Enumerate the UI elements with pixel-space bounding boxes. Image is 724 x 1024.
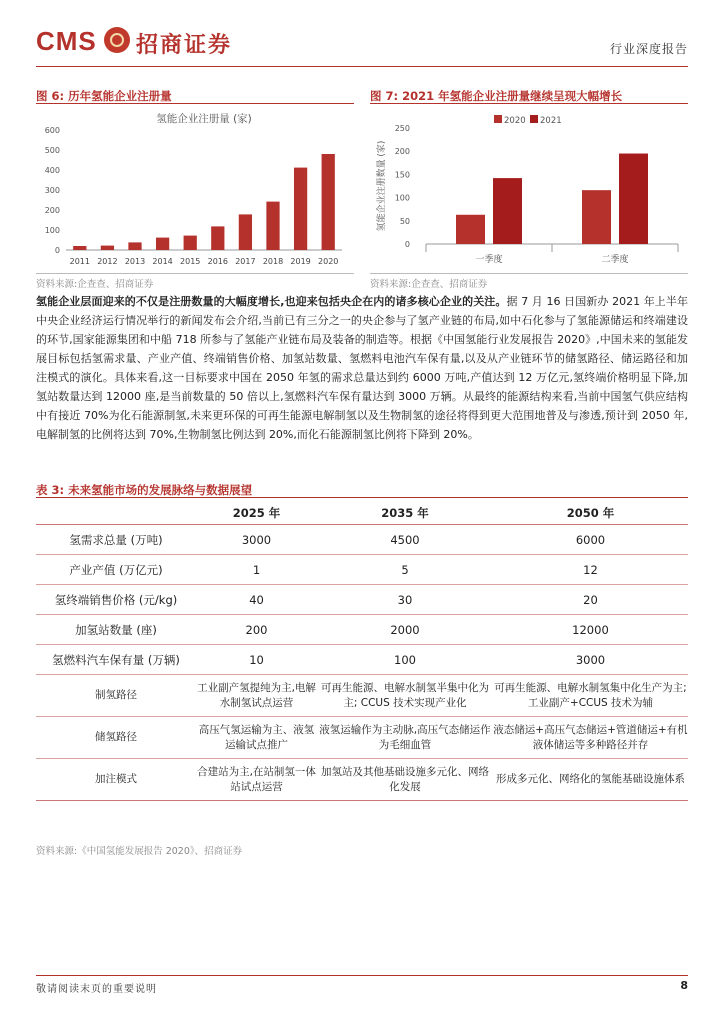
table-cell: 12000 — [493, 615, 688, 645]
x-tick-label: 2017 — [235, 257, 256, 266]
x-tick-label: 2019 — [290, 257, 311, 266]
table-cell: 3000 — [493, 645, 688, 675]
table3-title-divider — [36, 497, 688, 498]
table-row — [36, 525, 688, 555]
table-cell: 4500 — [317, 525, 493, 555]
fig7-title: 图 7: 2021 年氢能企业注册量继续呈现大幅增长 — [370, 89, 623, 103]
fig6-title: 图 6: 历年氢能企业注册量 — [36, 89, 172, 103]
table-header-cell: 2050 年 — [493, 502, 688, 525]
y-tick-label: 500 — [44, 146, 60, 155]
report-type: 行业深度报告 — [609, 42, 688, 56]
table-cell: 高压气氢运输为主、液氢运输试点推广 — [196, 717, 317, 759]
table-row — [36, 717, 688, 759]
bar — [101, 246, 114, 250]
bar-2021 — [619, 154, 648, 244]
fig7-source-divider — [370, 273, 688, 274]
bar — [211, 226, 224, 250]
table3-title: 表 3: 未来氢能市场的发展脉络与数据展望 — [36, 483, 253, 497]
table-cell: 12 — [493, 555, 688, 585]
table-cell: 6000 — [493, 525, 688, 555]
logo-icon — [104, 27, 130, 53]
legend-swatch — [530, 115, 538, 123]
y-tick-label: 50 — [399, 216, 410, 226]
table-row — [36, 585, 688, 615]
table-cell: 液氢运输作为主动脉,高压气态储运作为毛细血管 — [317, 717, 493, 759]
x-tick-label: 一季度 — [475, 255, 503, 265]
body-paragraph — [36, 292, 688, 444]
table-header-row — [36, 502, 688, 525]
y-tick-label: 100 — [394, 193, 410, 203]
table-cell: 3000 — [196, 525, 317, 555]
fig7-source: 资料来源:企查查、招商证券 — [370, 279, 488, 290]
fig7-chart — [370, 108, 688, 272]
table-row-label: 加氢站数量 (座) — [36, 615, 196, 645]
bar-2021 — [493, 178, 522, 244]
bar — [156, 238, 169, 250]
y-tick-label: 300 — [44, 186, 60, 195]
y-tick-label: 100 — [44, 226, 60, 235]
table-row-label: 储氢路径 — [36, 717, 196, 759]
x-tick-label: 2016 — [207, 257, 228, 266]
x-tick-label: 2012 — [97, 257, 118, 266]
table-cell: 形成多元化、网络化的氢能基础设施体系 — [493, 759, 688, 801]
x-tick-label: 二季度 — [601, 255, 629, 265]
header-divider — [36, 66, 688, 67]
y-tick-label: 600 — [44, 126, 60, 135]
fig6-source-divider — [36, 273, 354, 274]
table-header-cell — [36, 502, 196, 525]
footer-disclaimer: 敬请阅读末页的重要说明 — [36, 984, 157, 995]
table-cell: 液态储运+高压气态储运+管道储运+有机液体储运等多种路径并存 — [493, 717, 688, 759]
chart-title: 氢能企业注册量 (家) — [156, 113, 252, 125]
table-cell: 5 — [317, 555, 493, 585]
table-row — [36, 675, 688, 717]
logo-cn-text: 招商证券 — [136, 33, 233, 58]
page-number: 8 — [680, 979, 688, 992]
table-row-label: 产业产值 (万亿元) — [36, 555, 196, 585]
bar — [239, 214, 252, 250]
x-tick-label: 2011 — [69, 257, 90, 266]
y-tick-label: 250 — [394, 124, 410, 133]
table-cell: 1 — [196, 555, 317, 585]
table-row-label: 氢燃料汽车保有量 (万辆) — [36, 645, 196, 675]
x-tick-label: 2014 — [152, 257, 173, 266]
table-cell: 工业副产氢提纯为主,电解水制氢试点运营 — [196, 675, 317, 717]
bar — [294, 168, 307, 250]
fig6-title-divider — [36, 103, 354, 104]
table-cell: 可再生能源、电解水制氢半集中化为主; CCUS 技术实现产业化 — [317, 675, 493, 717]
table-row — [36, 555, 688, 585]
bar — [322, 154, 335, 250]
footer-divider — [36, 975, 688, 976]
table-row-label: 氢终端销售价格 (元/kg) — [36, 585, 196, 615]
page-header — [36, 22, 688, 62]
bar — [73, 246, 86, 250]
table-cell: 加氢站及其他基础设施多元化、网络化发展 — [317, 759, 493, 801]
y-tick-label: 200 — [394, 147, 410, 157]
fig6-chart — [36, 108, 354, 272]
y-tick-label: 200 — [44, 206, 60, 215]
x-tick-label: 2013 — [124, 257, 146, 266]
logo-cms-text: CMS — [36, 26, 97, 56]
table-header-cell: 2035 年 — [317, 502, 493, 525]
table-row — [36, 615, 688, 645]
table-cell: 100 — [317, 645, 493, 675]
table-row — [36, 645, 688, 675]
fig6-source: 资料来源:企查查、招商证券 — [36, 279, 154, 290]
table-cell: 200 — [196, 615, 317, 645]
table-cell: 2000 — [317, 615, 493, 645]
y-tick-label: 0 — [54, 246, 60, 255]
x-tick-label: 2015 — [180, 257, 201, 266]
y-tick-label: 150 — [394, 170, 410, 180]
table-cell: 20 — [493, 585, 688, 615]
y-axis-label: 氢能企业注册数量 (家) — [377, 140, 387, 232]
legend-label: 2021 — [540, 116, 562, 126]
bar-2020 — [582, 190, 611, 244]
bar-2020 — [456, 215, 485, 244]
legend-swatch — [494, 115, 502, 123]
table-header-cell: 2025 年 — [196, 502, 317, 525]
x-tick-label: 2020 — [318, 257, 339, 266]
paragraph-bold-lead: 氢能企业层面迎来的不仅是注册数量的大幅度增长,也迎来包括央企在内的诸多核心企业的关注。 — [36, 295, 507, 308]
table-cell: 10 — [196, 645, 317, 675]
legend-label: 2020 — [504, 116, 526, 126]
table-row-label: 制氢路径 — [36, 675, 196, 717]
paragraph-text: 据 7 月 16 日国新办 2021 年上半年中央企业经济运行情况举行的新闻发布会介绍,当前已有三分之一的央企参与了氢产业链的布局,如中石化参与了氢能源储运和终端建设的环节,国家能源集团和中船 718 所参与了氢能产业链布局及装备的制造等。根据《中国氢能行业发展报告 2020》,中国未来的氢能发展目标包括氢需求量、产业产值、终端销售价格、加氢站数量、氢燃料电池汽车保有量,以及从产业链环节的储氢路径、储运路径和加注模式的演化。具体来看,这一目标要求中国在 2050 年氢的需求总量达到约 6000 万吨,产值达到 12 万亿元,氢终端价格明显下降,加氢站数量达到 12000 座,是当前数量的 50 倍以上,氢燃料汽车保有量达到 3000 万辆。从最终的能源结构来看,当前中国氢气供应结构中有接近 70%为化石能源制氢,未来更环保的可再生能源电解制氢以及生物制氢的途径将得到更大范围地普及与渗透,预计到 2050 年,电解制氢的比例将达到 70%,生物制氢比例达到 20%,而化石能源制氢比例将下降到 20%。 — [36, 295, 688, 441]
table-cell: 30 — [317, 585, 493, 615]
outlook-table — [36, 502, 688, 801]
x-tick-label: 2018 — [262, 257, 284, 266]
table-cell: 40 — [196, 585, 317, 615]
bar — [128, 242, 141, 250]
table-row — [36, 759, 688, 801]
fig7-title-divider — [370, 103, 688, 104]
table3-source: 资料来源:《中国氢能发展报告 2020》、招商证券 — [36, 846, 243, 857]
table-row-label: 氢需求总量 (万吨) — [36, 525, 196, 555]
table-row-label: 加注模式 — [36, 759, 196, 801]
table-cell: 可再生能源、电解水制氢集中化生产为主; 工业副产+CCUS 技术为辅 — [493, 675, 688, 717]
table-cell: 合建站为主,在站制氢一体站试点运营 — [196, 759, 317, 801]
bar — [266, 202, 279, 250]
y-tick-label: 400 — [44, 166, 60, 175]
bar — [184, 236, 197, 250]
y-tick-label: 0 — [404, 240, 410, 249]
